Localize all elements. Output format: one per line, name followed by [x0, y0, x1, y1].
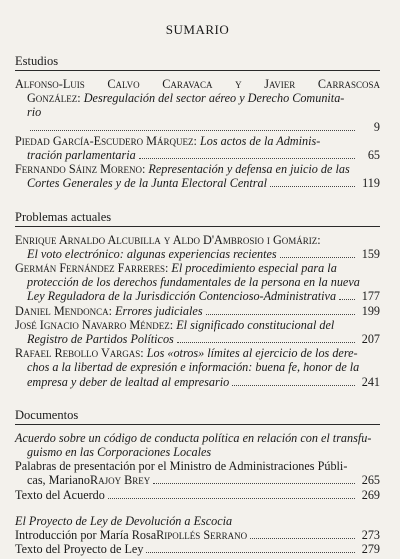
- entry-title: Registro de Partidos Políticos: [27, 332, 174, 347]
- dot-leader: [270, 186, 355, 187]
- entry-author: Daniel Mendonca:: [15, 303, 113, 318]
- entry-author: José Ignacio Navarro Méndez:: [15, 317, 174, 332]
- entry-author: González:: [27, 91, 81, 106]
- dot-leader: [177, 342, 355, 343]
- dot-leader: [250, 538, 355, 539]
- entry-title: Ley Reguladora de la Jurisdicción Contencioso-Administrativa: [27, 289, 337, 304]
- toc-entry: [15, 134, 380, 162]
- document-item: Texto del Acuerdo: [15, 487, 105, 502]
- document-title: Acuerdo sobre un código de conducta política en relación con el transfu-: [15, 430, 372, 445]
- entry-title: El procedimiento especial para la: [171, 261, 337, 276]
- dot-leader: [206, 314, 355, 315]
- page-number: 241: [361, 374, 380, 389]
- page-title: SUMARIO: [165, 22, 230, 37]
- dot-leader: [146, 552, 355, 553]
- entry-author: Alfonso-Luis Calvo Caravaca y Javier Carrascosa: [15, 77, 380, 91]
- document-item: Texto del Proyecto de Ley: [15, 542, 144, 557]
- section-heading: Documentos: [15, 408, 380, 425]
- document-item: Introducción por María Rosa: [15, 528, 157, 543]
- section-problemas-actuales: [15, 210, 380, 389]
- dot-leader: [153, 483, 355, 484]
- entry-title: Desregulación del sector aéreo y Derecho Comunita-: [83, 91, 345, 106]
- toc-entry: [15, 261, 380, 304]
- toc-entry: [15, 318, 380, 346]
- page-number: 207: [361, 332, 380, 347]
- page-number: 65: [367, 148, 380, 163]
- document-title: El Proyecto de Ley de Devolución a Escocia: [15, 513, 233, 528]
- document-group: [15, 514, 380, 557]
- page-number: 199: [361, 303, 380, 318]
- document-group: [15, 431, 380, 502]
- page-number: 119: [362, 176, 380, 191]
- entry-title: Los actos de la Adminis-: [199, 133, 321, 148]
- entry-title: Representación y defensa en juicio de las: [148, 162, 350, 177]
- dot-leader: [139, 158, 355, 159]
- page-number: 9: [373, 119, 380, 134]
- section-documentos: [15, 408, 380, 557]
- toc-entry: [15, 162, 380, 190]
- dot-leader: [108, 498, 355, 499]
- document-author: Rajoy Brey: [89, 473, 151, 488]
- dot-leader: [232, 385, 355, 386]
- toc-entry: [15, 77, 380, 134]
- entry-title: El voto electrónico: algunas experiencias recientes: [27, 246, 277, 261]
- entry-title: Cortes Generales y de la Junta Electoral Central: [27, 176, 267, 191]
- document-item: cas, Mariano: [27, 473, 90, 488]
- entry-title: Errores judiciales: [115, 303, 203, 318]
- entry-title: El significado constitucional del: [176, 317, 335, 332]
- section-estudios: [15, 54, 380, 191]
- document-title: guismo en las Corporaciones Locales: [27, 445, 212, 460]
- dot-leader: [339, 299, 355, 300]
- page-number: 177: [361, 289, 380, 304]
- dot-leader: [280, 257, 355, 258]
- entry-author: Piedad García-Escudero Márquez:: [15, 133, 197, 148]
- entry-author: Rafael Rebollo Vargas:: [15, 346, 144, 361]
- page-number: 159: [361, 246, 380, 261]
- section-heading: Problemas actuales: [15, 210, 380, 227]
- document-item: Palabras de presentación por el Ministro de Administraciones Públi-: [15, 459, 348, 474]
- entry-title: Los «otros» límites al ejercicio de los dere-: [146, 346, 358, 361]
- toc-entry: [15, 233, 380, 261]
- document-author: Ripollés Serrano: [156, 528, 248, 543]
- page-number: 273: [361, 528, 380, 543]
- section-heading: Estudios: [15, 54, 380, 71]
- entry-title: protección de los derechos fundamentales de la persona en la nueva: [27, 275, 360, 290]
- entry-author: Enrique Arnaldo Alcubilla y Aldo D'Ambrosio i Gomáriz:: [15, 232, 321, 247]
- entry-title: tración parlamentaria: [27, 148, 136, 163]
- page-number: 269: [361, 487, 380, 502]
- entry-author: Fernando Sáinz Moreno:: [15, 162, 146, 177]
- toc-entry: [15, 346, 380, 389]
- entry-author: Germán Fernández Farreres:: [15, 261, 169, 276]
- dot-leader: [30, 130, 355, 131]
- toc-entry: [15, 304, 380, 318]
- page-number: 279: [361, 542, 380, 557]
- entry-title: rio: [27, 105, 42, 120]
- entry-title: chos a la libertad de expresión e información: buena fe, honor de la: [27, 360, 360, 375]
- entry-title: empresa y deber de lealtad al empresario: [27, 374, 230, 389]
- page-number: 265: [361, 473, 380, 488]
